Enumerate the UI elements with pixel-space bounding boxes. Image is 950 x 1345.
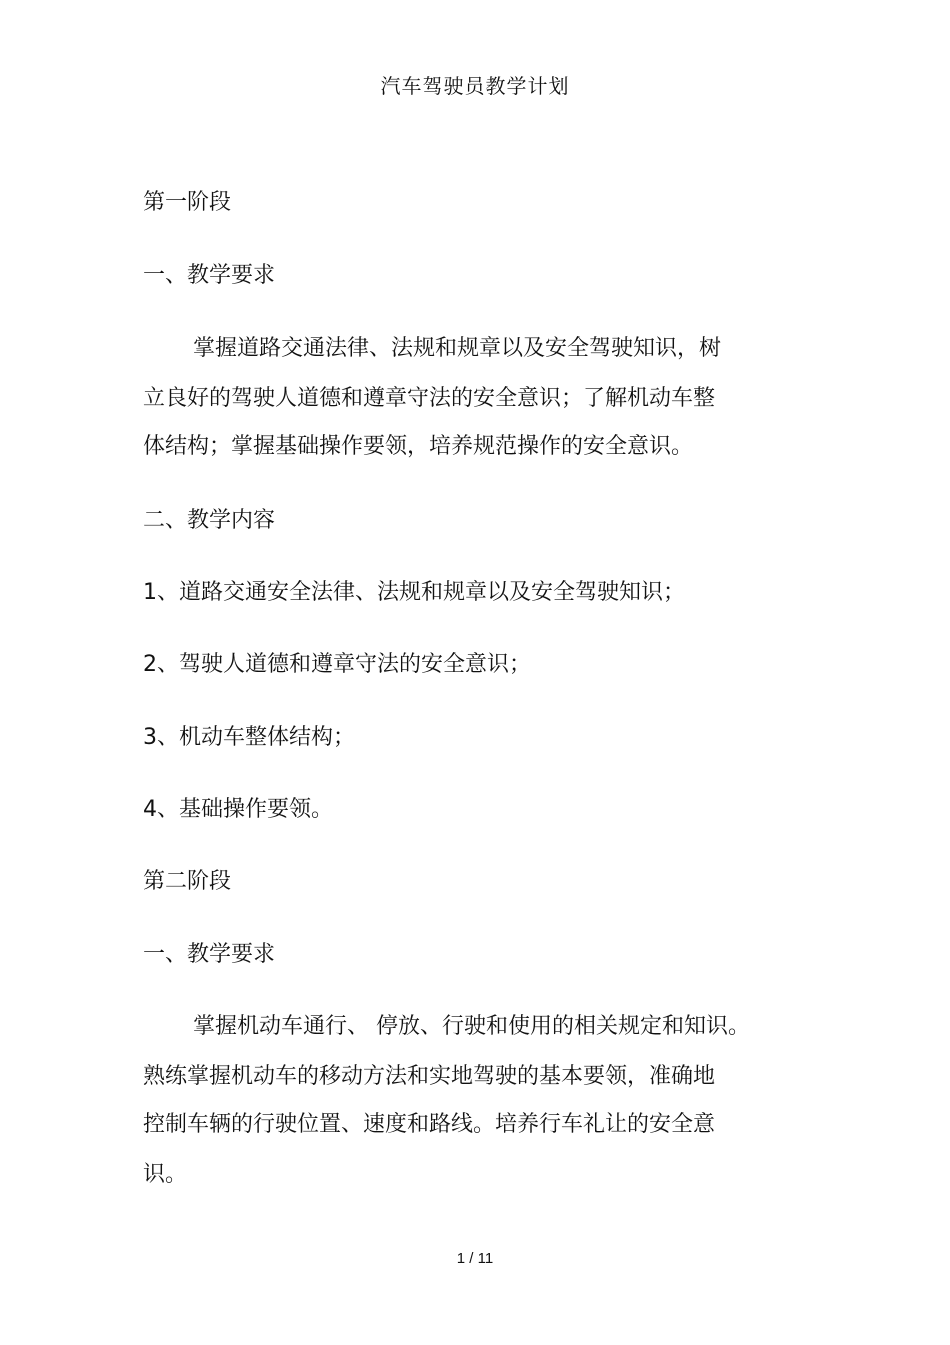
stage-1-requirements-line-1: 掌握道路交通法律、法规和规章以及安全驾驶知识，树 bbox=[193, 336, 722, 361]
stage-2-heading: 第二阶段 bbox=[143, 869, 232, 894]
stage-2-requirements-line-4: 识。 bbox=[143, 1162, 188, 1187]
stage-2-requirements-heading: 一、教学要求 bbox=[143, 942, 276, 967]
stage-1-content-item-2: 2、驾驶人道德和遵章守法的安全意识； bbox=[143, 652, 531, 677]
stage-1-heading: 第一阶段 bbox=[143, 190, 232, 215]
stage-1-content-item-4: 4、基础操作要领。 bbox=[143, 797, 333, 822]
stage-1-content-heading: 二、教学内容 bbox=[143, 508, 276, 533]
stage-2-requirements-line-3: 控制车辆的行驶位置、速度和路线。培养行车礼让的安全意 bbox=[143, 1112, 716, 1137]
stage-1-content-item-1: 1、道路交通安全法律、法规和规章以及安全驾驶知识； bbox=[143, 580, 685, 605]
stage-1-requirements-line-2: 立良好的驾驶人道德和遵章守法的安全意识；了解机动车整 bbox=[143, 386, 716, 411]
stage-1-content-item-3: 3、机动车整体结构； bbox=[143, 725, 355, 750]
page-indicator: 1 / 11 bbox=[456, 1250, 494, 1267]
document-title: 汽车驾驶员教学计划 bbox=[380, 74, 570, 98]
stage-1-requirements-line-3: 体结构；掌握基础操作要领，培养规范操作的安全意识。 bbox=[143, 434, 694, 459]
stage-2-requirements-line-2: 熟练掌握机动车的移动方法和实地驾驶的基本要领，准确地 bbox=[143, 1064, 716, 1089]
stage-2-requirements-line-1: 掌握机动车通行、 停放、行驶和使用的相关规定和知识。 bbox=[193, 1014, 750, 1039]
stage-1-requirements-heading: 一、教学要求 bbox=[143, 263, 276, 288]
